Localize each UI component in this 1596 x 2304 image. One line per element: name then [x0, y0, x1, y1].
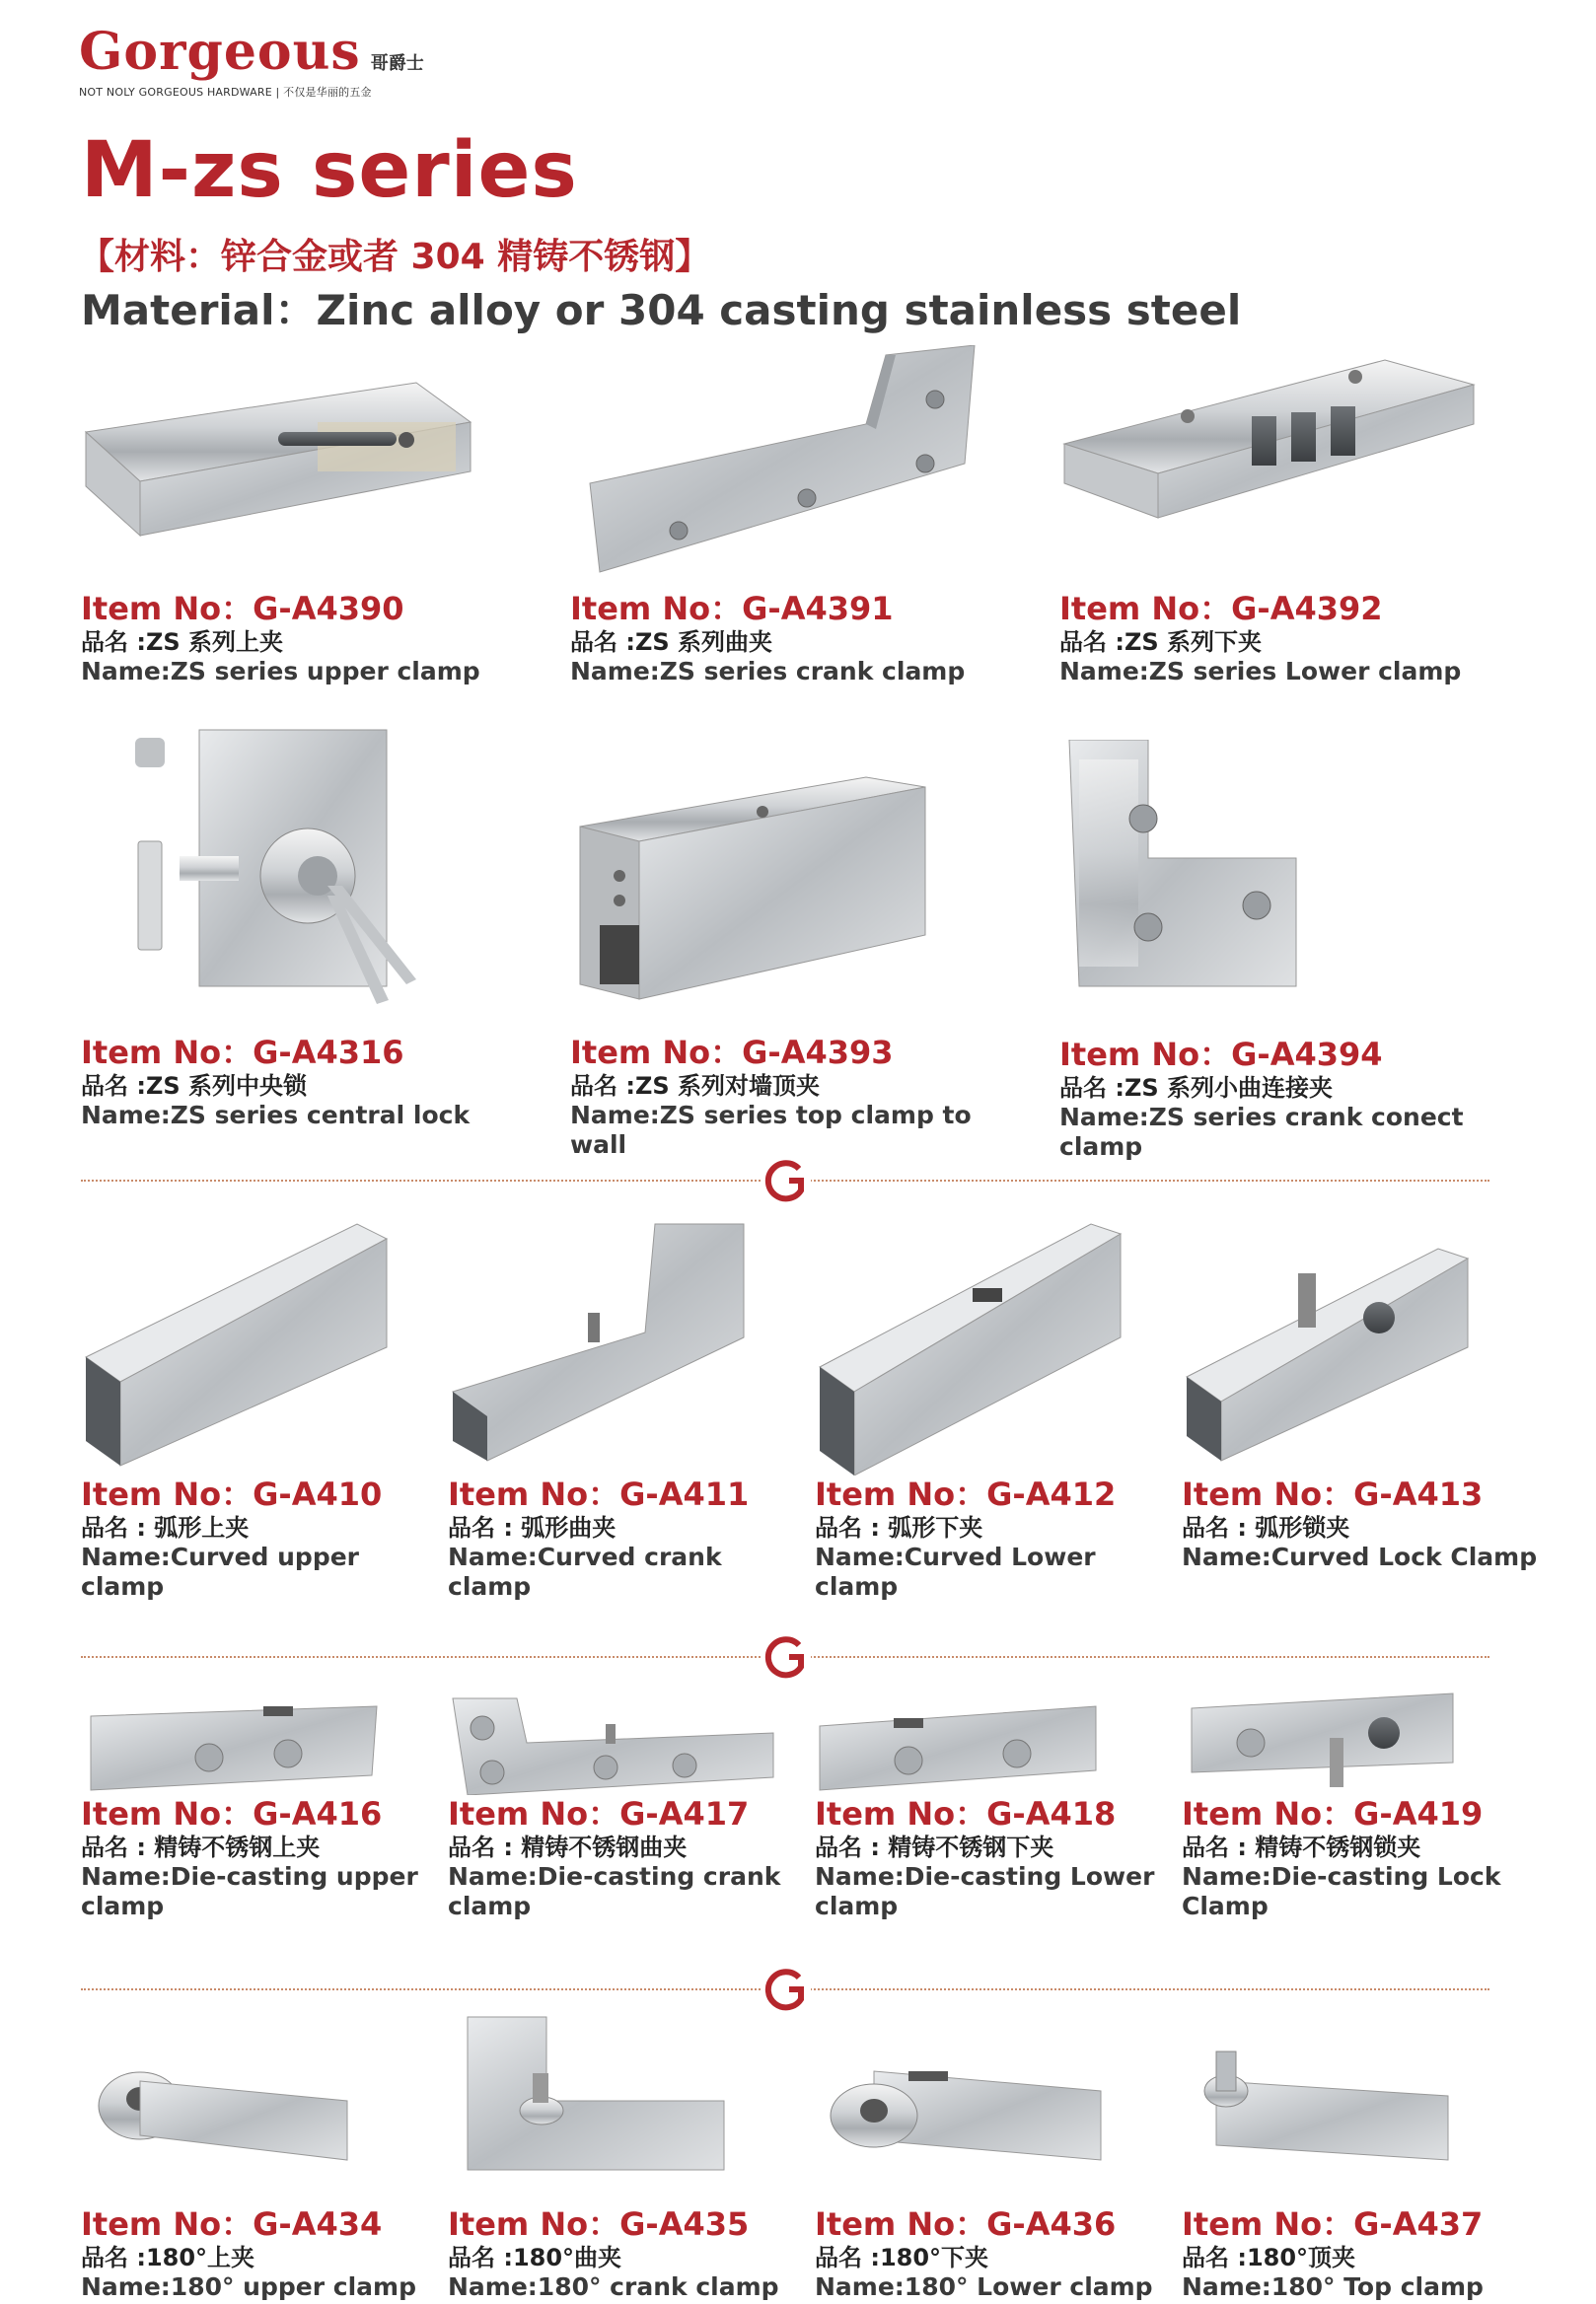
product-photo-die-casting-lock-clamp — [1182, 1689, 1478, 1795]
material-en: Material：Zinc alloy or 304 casting stainless steel — [81, 286, 1242, 334]
item-number: Item No：G-A4391 — [570, 590, 894, 627]
item-cn-name: 品名 :ZS 系列对墙顶夹 — [570, 1072, 820, 1100]
product-card[interactable] — [815, 2012, 1180, 2302]
item-cn-name: 品名 :180°上夹 — [81, 2244, 255, 2271]
product-photo-180-lower-clamp — [815, 2012, 1111, 2205]
item-number: Item No：G-A434 — [81, 2205, 383, 2243]
item-en-name: Name:ZS series Lower clamp — [1059, 657, 1462, 685]
product-card[interactable] — [81, 363, 515, 686]
product-card[interactable] — [448, 2012, 813, 2302]
item-cn-name: 品名 :ZS 系列小曲连接夹 — [1059, 1074, 1333, 1102]
item-en-name: Name:ZS series central lock — [81, 1101, 471, 1129]
gorgeous-emblem-icon — [762, 1631, 811, 1681]
material-cn: 【材料：锌合金或者 304 精铸不锈钢】 — [79, 237, 711, 277]
product-card[interactable] — [1182, 1689, 1576, 1921]
item-number: Item No：G-A419 — [1182, 1795, 1484, 1833]
item-en-name: Name:Curved upper clamp — [81, 1543, 359, 1601]
item-en-name: Name:ZS series upper clamp — [81, 657, 480, 685]
item-cn-name: 品名 : 弧形锁夹 — [1182, 1514, 1350, 1542]
product-card[interactable] — [570, 767, 1034, 1160]
item-cn-name: 品名 :ZS 系列曲夹 — [570, 628, 772, 656]
item-cn-name: 品名 :ZS 系列中央锁 — [81, 1072, 307, 1100]
item-cn-name: 品名 :ZS 系列上夹 — [81, 628, 283, 656]
item-number: Item No：G-A4390 — [81, 590, 404, 627]
item-number: Item No：G-A416 — [81, 1795, 383, 1833]
item-cn-name: 品名 : 精铸不锈钢上夹 — [81, 1834, 321, 1861]
item-en-name: Name:Curved Lock Clamp — [1182, 1543, 1538, 1571]
item-en-name: Name:Die-casting upper clamp — [81, 1862, 418, 1920]
product-card[interactable] — [815, 1219, 1180, 1602]
item-number: Item No：G-A436 — [815, 2205, 1117, 2243]
item-cn-name: 品名 :180°顶夹 — [1182, 2244, 1356, 2271]
brand-name: Gorgeous — [79, 22, 361, 82]
product-photo-upper-clamp — [81, 363, 475, 590]
item-number: Item No：G-A437 — [1182, 2205, 1484, 2243]
item-number: Item No：G-A417 — [448, 1795, 750, 1833]
item-cn-name: 品名 :ZS 系列下夹 — [1059, 628, 1262, 656]
product-card[interactable] — [81, 1219, 446, 1602]
item-number: Item No：G-A4393 — [570, 1034, 894, 1071]
item-cn-name: 品名 : 精铸不锈钢锁夹 — [1182, 1834, 1421, 1861]
product-photo-curved-upper-clamp — [81, 1219, 406, 1476]
product-card[interactable] — [1182, 1219, 1576, 1572]
item-number: Item No：G-A410 — [81, 1476, 383, 1513]
item-number: Item No：G-A4392 — [1059, 590, 1383, 627]
product-card[interactable] — [81, 1696, 446, 1921]
product-card[interactable] — [1182, 2012, 1576, 2302]
item-en-name: Name:Die-casting crank clamp — [448, 1862, 781, 1920]
product-card[interactable] — [815, 1696, 1180, 1921]
item-en-name: Name:Die-casting Lower clamp — [815, 1862, 1155, 1920]
product-photo-die-casting-upper-clamp — [81, 1696, 387, 1795]
item-en-name: Name:Die-casting Lock Clamp — [1182, 1862, 1501, 1920]
series-title: M-zs series — [81, 126, 578, 215]
product-photo-curved-crank-clamp — [448, 1219, 773, 1476]
product-photo-lower-clamp — [1059, 345, 1484, 590]
item-en-name: Name:180° Lower clamp — [815, 2272, 1153, 2301]
product-photo-180-crank-clamp — [448, 2012, 734, 2205]
product-photo-die-casting-lower-clamp — [815, 1696, 1111, 1795]
item-number: Item No：G-A435 — [448, 2205, 750, 2243]
product-card[interactable] — [81, 2012, 446, 2302]
item-number: Item No：G-A418 — [815, 1795, 1117, 1833]
item-cn-name: 品名 : 弧形曲夹 — [448, 1514, 617, 1542]
product-photo-top-clamp-to-wall — [570, 767, 965, 1034]
item-en-name: Name:180° crank clamp — [448, 2272, 779, 2301]
product-photo-curved-lower-clamp — [815, 1219, 1140, 1476]
item-en-name: Name:180° upper clamp — [81, 2272, 416, 2301]
item-en-name: Name:Curved Lower clamp — [815, 1543, 1096, 1601]
item-cn-name: 品名 : 弧形上夹 — [81, 1514, 250, 1542]
item-cn-name: 品名 :180°下夹 — [815, 2244, 989, 2271]
brand-cn-name: 哥爵士 — [370, 53, 424, 74]
product-card[interactable] — [1059, 345, 1513, 686]
item-number: Item No：G-A412 — [815, 1476, 1117, 1513]
item-cn-name: 品名 : 精铸不锈钢下夹 — [815, 1834, 1054, 1861]
product-photo-curved-lock-clamp — [1182, 1219, 1507, 1476]
product-photo-crank-clamp — [570, 345, 984, 590]
gorgeous-emblem-icon — [762, 1155, 811, 1204]
brand-logo — [79, 22, 424, 100]
item-number: Item No：G-A4316 — [81, 1034, 404, 1071]
item-en-name: Name:ZS series crank conect clamp — [1059, 1103, 1464, 1161]
item-en-name: Name:180° Top clamp — [1182, 2272, 1484, 2301]
product-photo-die-casting-crank-clamp — [448, 1689, 783, 1795]
product-card[interactable] — [448, 1689, 813, 1921]
item-number: Item No：G-A413 — [1182, 1476, 1484, 1513]
item-en-name: Name:ZS series top clamp to wall — [570, 1101, 972, 1159]
product-photo-180-upper-clamp — [81, 2012, 357, 2205]
item-cn-name: 品名 : 弧形下夹 — [815, 1514, 983, 1542]
product-card[interactable] — [1059, 740, 1523, 1162]
product-photo-crank-connect-clamp — [1059, 740, 1316, 1036]
item-cn-name: 品名 : 精铸不锈钢曲夹 — [448, 1834, 688, 1861]
item-number: Item No：G-A411 — [448, 1476, 750, 1513]
product-photo-180-top-clamp — [1182, 2012, 1458, 2205]
brand-tagline: NOT NOLY GORGEOUS HARDWARE | 不仅是华丽的五金 — [79, 86, 372, 99]
product-card[interactable] — [570, 345, 1004, 686]
item-number: Item No：G-A4394 — [1059, 1036, 1383, 1073]
product-photo-central-lock — [81, 728, 505, 1034]
item-en-name: Name:ZS series crank clamp — [570, 657, 966, 685]
product-card[interactable] — [448, 1219, 813, 1602]
item-en-name: Name:Curved crank clamp — [448, 1543, 722, 1601]
item-cn-name: 品名 :180°曲夹 — [448, 2244, 622, 2271]
product-card[interactable] — [81, 728, 535, 1130]
gorgeous-emblem-icon — [762, 1964, 811, 2013]
